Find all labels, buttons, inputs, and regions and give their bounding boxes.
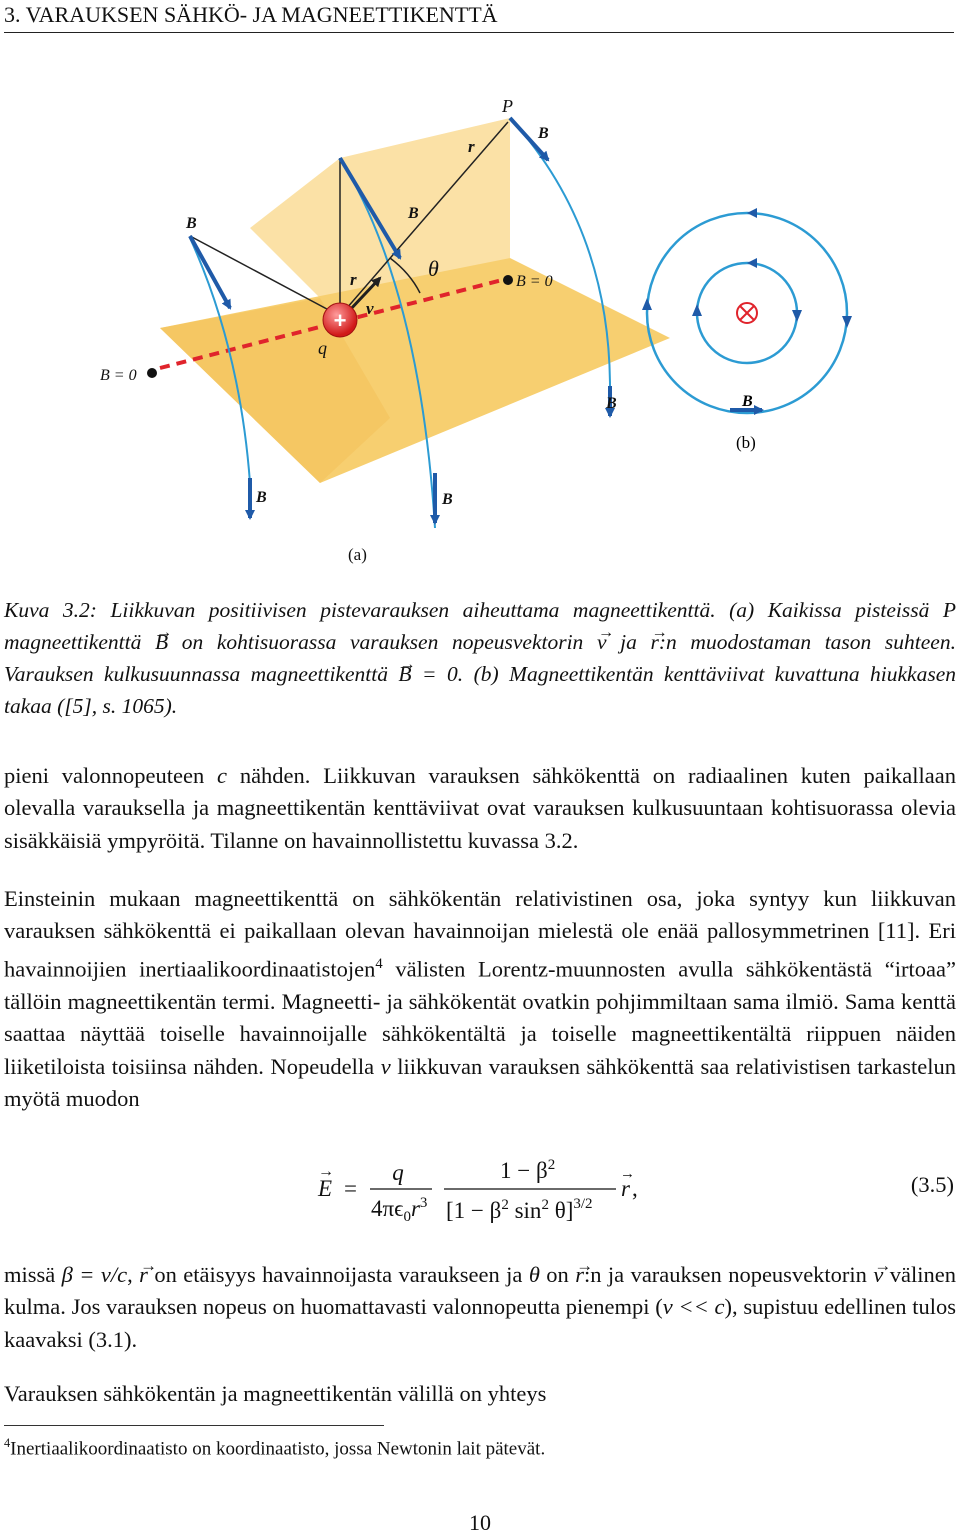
p3-text-6: välinen kulma. Jos varauksen nopeus on huomattavasti valonnopeutta pienempi ( bbox=[4, 1262, 956, 1320]
caption-r: → r bbox=[651, 626, 659, 658]
label-theta: θ bbox=[428, 256, 439, 281]
caption-v: → v bbox=[597, 626, 607, 658]
label-B-zero-right: B = 0 bbox=[516, 273, 553, 290]
p3-beta: β = v/c bbox=[61, 1262, 128, 1287]
p1-text-2: nähden. Liikkuvan varauksen sähkökenttä on radiaalinen kuten paikallaan olevalla varauksella ja magneettikentän kenttäviivat ovat varauksen kulkusuuntaan kohtisuorassa olevia sisäkkäisiä ympyröitä. Tilanne on havainnollistettu kuvassa 3.2. bbox=[4, 763, 956, 853]
b-zero-point-right bbox=[503, 275, 513, 285]
p2-text-1: Einsteinin mukaan magneettikenttä on sähkökentän relativistinen osa, joka syntyy kun liikkuvan varauksen sähkökenttä ei paikallaan olevan havainnoijan mielestä ole enää pallosymmetrinen [11]. Eri havainnoijien inertiaalikoordinaatistojen bbox=[4, 886, 956, 982]
caption-text-5: = 0. (b) Magneettikentän kenttäviivat kuvattuna hiukkasen takaa ([5], s. 1065). bbox=[4, 662, 956, 718]
charge-plus: + bbox=[333, 308, 347, 333]
eq-num2: $1 - \beta^2$ bbox=[500, 1157, 556, 1183]
b-zero-point-left bbox=[147, 368, 157, 378]
label-b: (b) bbox=[736, 433, 756, 452]
footnote-text: Inertiaalikoordinaatisto on koordinaatisto, jossa Newtonin lait pätevät. bbox=[10, 1438, 546, 1460]
equation-svg bbox=[0, 1150, 960, 1230]
caption-text-4: :n muodostaman tason suhteen. Varauksen kulkusuunnassa magneettikenttä bbox=[4, 630, 956, 686]
label-v: v bbox=[366, 299, 374, 318]
footnote bbox=[4, 1430, 545, 1462]
p1-text-1: pieni valonnopeuteen bbox=[4, 763, 218, 788]
paragraph-4: Varauksen sähkökentän ja magneettikentän välillä on yhteys bbox=[4, 1381, 547, 1406]
p3-v: → v bbox=[873, 1259, 883, 1291]
p3-text-4: on bbox=[539, 1262, 576, 1287]
paragraph-2 bbox=[4, 883, 956, 1115]
eq-r: r bbox=[621, 1176, 630, 1201]
eq-comma: , bbox=[632, 1176, 638, 1201]
caption-text-2: on kohtisuorassa varauksen nopeusvektorin bbox=[168, 630, 597, 654]
label-B-bottom-right: B bbox=[606, 395, 617, 412]
svg-text:→: → bbox=[620, 1166, 635, 1182]
caption-text-3: ja bbox=[606, 630, 651, 654]
p3-text-3: on etäisyys havainnoijasta varaukseen ja bbox=[147, 1262, 529, 1287]
figure-magnetic-field bbox=[90, 88, 870, 573]
p3-r2: → r bbox=[575, 1259, 584, 1291]
label-r: r bbox=[468, 137, 475, 156]
running-header: 3. VARAUKSEN SÄHKÖ- JA MAGNEETTIKENTTÄ bbox=[4, 2, 954, 33]
label-B-left: B bbox=[186, 215, 197, 232]
p3-text-1: missä bbox=[4, 1262, 62, 1287]
svg-text:→: → bbox=[318, 1163, 334, 1180]
label-P: P bbox=[502, 96, 513, 116]
paragraph-1 bbox=[4, 760, 956, 857]
page-number: 10 bbox=[469, 1510, 491, 1535]
p2-v: v bbox=[380, 1053, 391, 1079]
paragraph-3 bbox=[4, 1259, 956, 1356]
eq-den2: [$1 - \beta^2$ $\sin^2 \theta]^{3/2}$ bbox=[446, 1196, 593, 1223]
label-q: q bbox=[318, 338, 327, 358]
p3-text-7: ), supistuu edellinen tulos kaavaksi (3.1). bbox=[4, 1294, 957, 1352]
p3-text-5: :n ja varauksen nopeusvektorin bbox=[584, 1262, 874, 1287]
p2-text-2: välisten Lorentz-muunnosten avulla sähkökentästä “irtoaa” tällöin magneettikentän termi. Magneetti- ja sähkökentät ovatkin pohjimmiltaan sama ilmiö. Sama kenttä saattaa näyttää toiselle havainnoijalle sähkökentältä ja toiselle magneettikentältä riippuen näiden liiketiloista toisiinsa nähden. Nopeudella bbox=[4, 956, 956, 1079]
p3-cond: v << c bbox=[662, 1294, 725, 1320]
equation-number: (3.5) bbox=[910, 1172, 954, 1197]
field-lines-b bbox=[642, 208, 852, 413]
label-B-circle: B bbox=[742, 393, 753, 410]
p3-theta: θ bbox=[528, 1262, 540, 1287]
p2-text-3: liikkuvan varauksen sähkökenttä saa relativistisen tarkastelun myötä muodon bbox=[4, 1053, 956, 1111]
label-a: (a) bbox=[348, 545, 367, 564]
p3-r: → r bbox=[139, 1259, 148, 1291]
caption-text-1: Liikkuvan positiivisen pistevarauksen aiheuttama magneettikenttä. (a) Kaikissa pisteissä P magneettikenttä bbox=[4, 598, 956, 654]
caption-label: Kuva 3.2: bbox=[4, 598, 97, 622]
p1-c: c bbox=[217, 763, 228, 788]
label-B-bottom-left: B bbox=[256, 489, 267, 506]
eq-den1: $4\pi\epsilon_0r^3$ bbox=[371, 1195, 428, 1225]
eq-num1: q bbox=[392, 1160, 404, 1185]
eq-equals: = bbox=[344, 1176, 357, 1201]
figure-svg bbox=[90, 88, 870, 573]
label-B-bottom-mid: B bbox=[442, 491, 453, 508]
label-B-top-right: B bbox=[538, 125, 549, 142]
footnote-number: 4 bbox=[4, 1436, 11, 1450]
footnote-rule bbox=[4, 1425, 384, 1426]
p3-text-2: , bbox=[127, 1262, 140, 1287]
footnote-mark: 4 bbox=[375, 955, 383, 972]
equation-3-5 bbox=[0, 1150, 960, 1230]
eq-E: E bbox=[318, 1176, 333, 1201]
caption-B: → B bbox=[155, 626, 168, 658]
label-B-mid: B bbox=[408, 205, 419, 222]
caption-B2: → B bbox=[398, 658, 411, 690]
label-B-zero-left: B = 0 bbox=[100, 367, 137, 384]
figure-caption bbox=[4, 594, 956, 722]
label-r-hat: r bbox=[350, 270, 357, 289]
